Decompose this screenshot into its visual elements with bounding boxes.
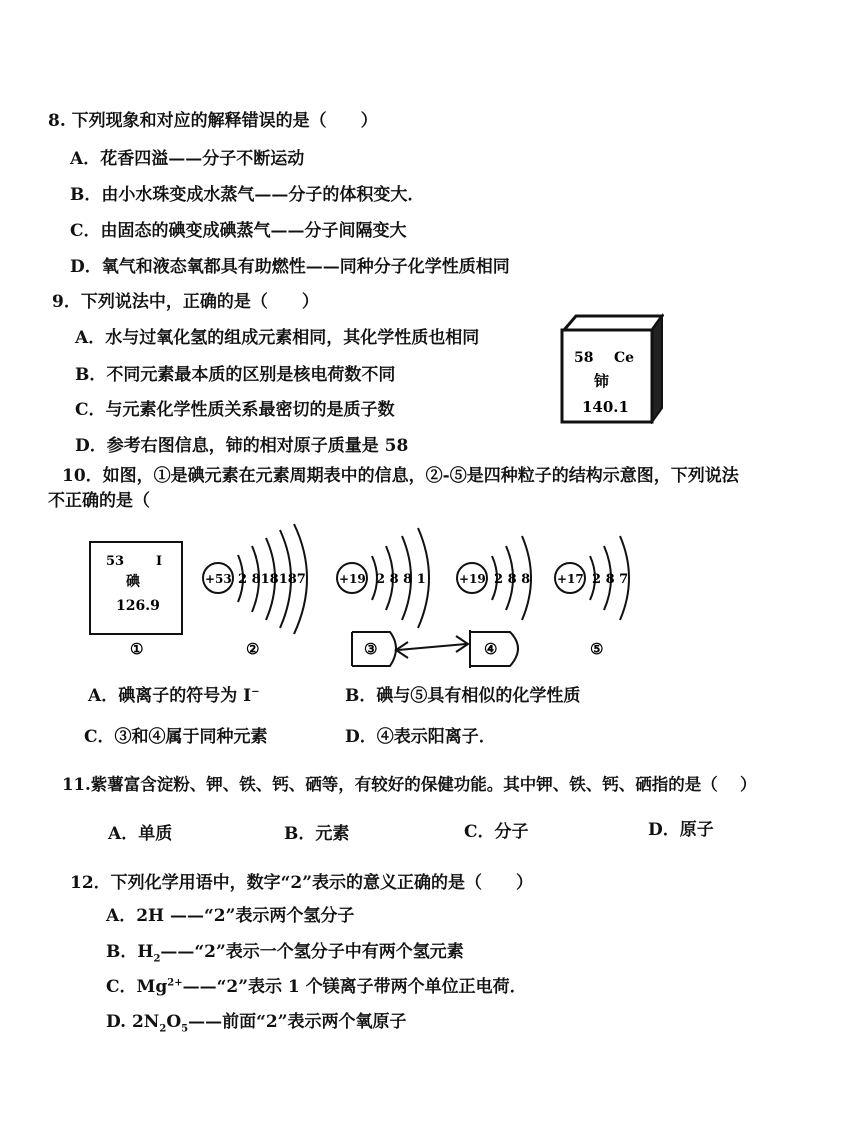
q9-option-b: B．不同元素最本质的区别是核电荷数不同 (75, 365, 396, 385)
q10-stem-line2: 不正确的是（ (48, 491, 150, 511)
double-arrow-icon (396, 636, 468, 658)
q9-option-d: D．参考右图信息，铈的相对原子质量是 58 (75, 436, 409, 456)
iodine-symbol: I (156, 554, 163, 569)
q11-option-c: C．分子 (464, 822, 529, 842)
q8-option-a: A．花香四溢——分子不断运动 (70, 149, 305, 169)
iodine-atom-diagram (203, 524, 307, 658)
q8-option-b: B．由小水珠变成水蒸气——分子的体积变大． (70, 185, 425, 205)
cerium-element-cube (556, 312, 664, 424)
electrons-label-4: 2 8 8 (494, 572, 531, 587)
q9-option-c: C．与元素化学性质关系最密切的是质子数 (75, 400, 395, 420)
nucleus-label-3: +19 (339, 572, 366, 586)
diagram-label-3: ③ (364, 640, 378, 658)
q9-stem: 9．下列说法中，正确的是（ ） (52, 292, 319, 312)
q10-option-a: A．碘离子的符号为 I− (88, 686, 260, 706)
diagram-label-5: ⑤ (590, 640, 604, 658)
q10-option-b: B．碘与⑤具有相似的化学性质 (345, 686, 581, 706)
cerium-symbol: Ce (614, 350, 635, 366)
potassium-atom-diagram (337, 528, 429, 666)
q12-option-d: D. $2N_2O_5——$前面“2”表示两个氧原子 (106, 1012, 407, 1035)
q9-option-a: A．水与过氧化氢的组成元素相同，其化学性质也相同 (75, 328, 480, 348)
potassium-ion-diagram (457, 536, 531, 668)
cerium-number: 58 (574, 350, 594, 366)
q8-stem: 8. 下列现象和对应的解释错误的是（ ） (48, 111, 378, 131)
q10-stem-line1: 10．如图，①是碘元素在元素周期表中的信息，②-⑤是四种粒子的结构示意图，下列说法 (62, 466, 739, 486)
q11-option-b: B．元素 (284, 824, 350, 844)
q8-option-c: C．由固态的碘变成碘蒸气——分子间隔变大 (70, 221, 407, 241)
q12-stem: 12．下列化学用语中，数字“2”表示的意义正确的是（ ） (70, 873, 534, 893)
q8-option-d: D．氧气和液态氧都具有助燃性——同种分子化学性质相同 (70, 257, 510, 277)
iodine-mass: 126.9 (116, 598, 160, 614)
cerium-mass: 140.1 (582, 398, 629, 416)
q11-stem: 11.紫薯富含淀粉、钾、铁、钙、硒等，有较好的保健功能。其中钾、铁、钙、硒指的是（ ） (62, 775, 757, 794)
chlorine-atom-diagram (555, 536, 629, 658)
q12-option-b: B．$H_2——“2$”表示一个氢分子中有两个氢元素 (106, 942, 464, 965)
electrons-label-5: 2 8 7 (592, 572, 629, 587)
iodine-number: 53 (106, 554, 125, 569)
q11-option-a: A．单质 (108, 824, 173, 844)
q11-option-d: D．原子 (648, 820, 714, 840)
nucleus-label-5: +17 (557, 572, 584, 586)
q12-option-a: A．2H ——“2”表示两个氢分子 (106, 906, 355, 926)
electrons-label-3: 2 8 8 1 (376, 572, 426, 587)
q12-option-c: C．$Mg^{2+}——“2$”表示 1 个镁离子带两个单位正电荷． (106, 977, 527, 997)
q10-figure (80, 520, 650, 670)
diagram-label-2: ② (246, 640, 260, 658)
cerium-name: 铈 (594, 372, 610, 390)
iodine-name: 碘 (126, 574, 140, 590)
electrons-label-2: 2 818187 (238, 572, 306, 587)
nucleus-label-2: +53 (205, 572, 232, 586)
nucleus-label-4: +19 (459, 572, 486, 586)
diagram-label-1: ① (130, 640, 144, 658)
q10-option-c: C．③和④属于同种元素 (84, 727, 268, 747)
diagram-label-4: ④ (484, 640, 498, 658)
q10-option-d: D．④表示阳离子． (345, 727, 496, 747)
